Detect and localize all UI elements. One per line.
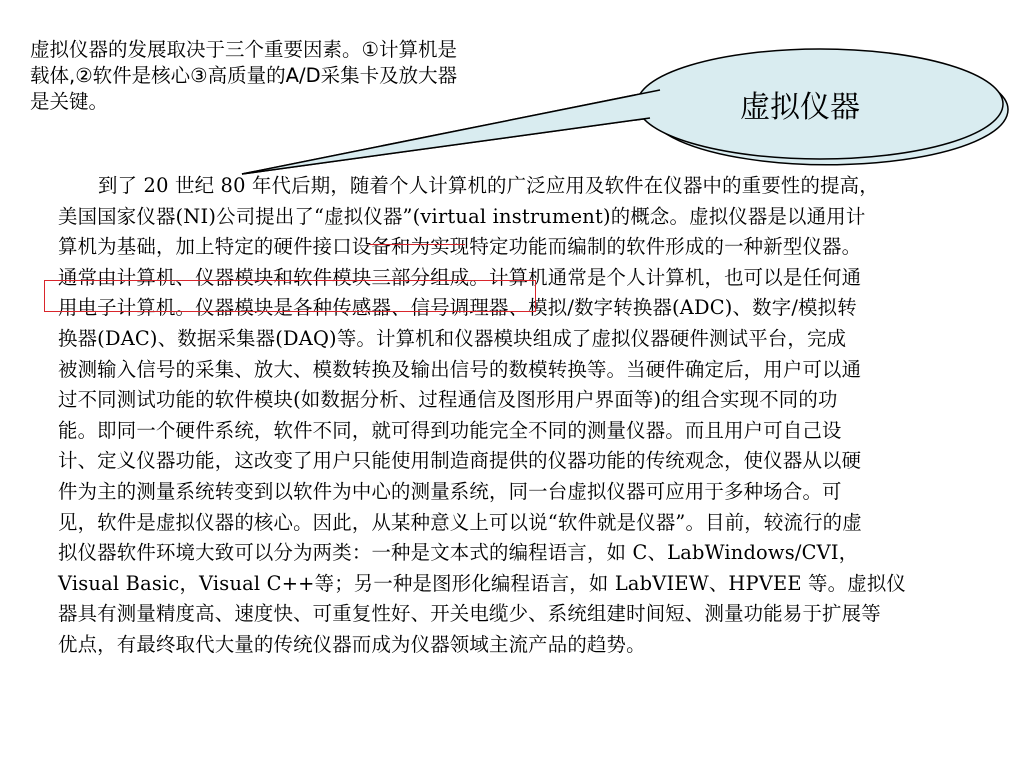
- intro-line: 是关键。: [30, 90, 109, 113]
- body-line: Visual Basic，Visual C++等；另一种是图形化编程语言，如 LabVIEW、HPVEE 等。虚拟仪: [58, 571, 906, 595]
- body-line: 器具有测量精度高、速度快、可重复性好、开关电缆少、系统组建时间短、测量功能易于扩展等: [58, 602, 881, 626]
- body-line: 到了 20 世纪 80 年代后期，随着个人计算机的广泛应用及软件在仪器中的重要性的提高，: [98, 174, 879, 197]
- body-line: 计、定义仪器功能，这改变了用户只能使用制造商提供的仪器功能的传统观念，使仪器从以硬: [58, 449, 862, 473]
- body-line: 换器(DAC)、数据采集器(DAQ)等。计算机和仪器模块组成了虚拟仪器硬件测试平台，完成: [58, 326, 847, 350]
- highlight-box: [44, 280, 536, 312]
- callout-title: 虚拟仪器: [740, 90, 860, 125]
- body-line: 美国国家仪器(NI)公司提出了“虚拟仪器”(virtual instrument)的概念。虚拟仪器是以通用计: [58, 204, 866, 228]
- body-line: 能。即同一个硬件系统，软件不同，就可得到功能完全不同的测量仪器。而且用户可自己设: [58, 418, 842, 442]
- highlight-underline: [369, 244, 465, 245]
- intro-line: 虚拟仪器的发展取决于三个重要因素。①计算机是: [30, 38, 457, 61]
- body-line: 过不同测试功能的软件模块(如数据分析、过程通信及图形用户界面等)的组合实现不同的功: [58, 388, 838, 412]
- body-line: 用电子计算机。仪器模块是各种传感器、信号调理器、模拟/数字转换器(ADC)、数字/模拟转: [58, 296, 857, 320]
- body-line: 通常由计算机、仪器模块和软件模块三部分组成。计算机通常是个人计算机，也可以是任何通: [58, 265, 862, 289]
- body-line: 被测输入信号的采集、放大、模数转换及输出信号的数模转换等。当硬件确定后，用户可以通: [58, 357, 862, 381]
- body-line: 件为主的测量系统转变到以软件为中心的测量系统，同一台虚拟仪器可应用于多种场合。可: [58, 479, 842, 503]
- body-line: 优点，有最终取代大量的传统仪器而成为仪器领域主流产品的趋势。: [58, 632, 646, 656]
- body-line: 拟仪器软件环境大致可以分为两类：一种是文本式的编程语言，如 C、LabWindows/CVI，: [58, 541, 859, 565]
- intro-line: 载体,②软件是核心③高质量的A/D采集卡及放大器: [30, 64, 458, 87]
- scanned-document-text: [58, 171, 978, 661]
- body-line: 见，软件是虚拟仪器的核心。因此，从某种意义上可以说“软件就是仪器”。目前，较流行的虚: [58, 510, 862, 534]
- body-line: 算机为基础，加上特定的硬件接口设备和为实现特定功能而编制的软件形成的一种新型仪器。: [58, 235, 862, 259]
